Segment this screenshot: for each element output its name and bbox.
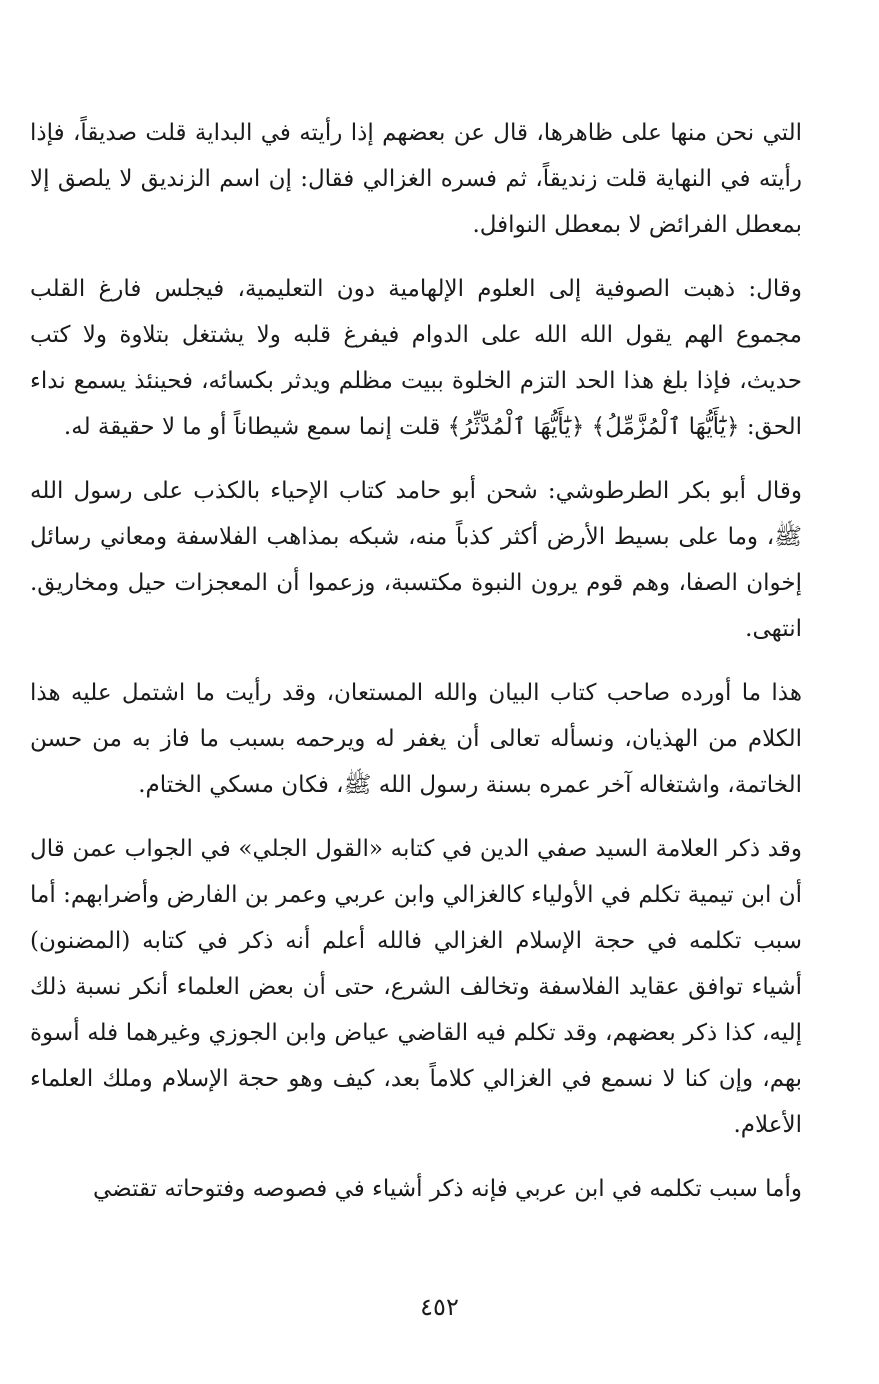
paragraph-4: هذا ما أورده صاحب كتاب البيان والله المستعان، وقد رأيت ما اشتمل عليه هذا الكلام من الهذيان، ونسأله تعالى أن يغفر له ويرحمه بسبب ما فاز به من حسن الخاتمة، واشتغاله آخر عمره بسنة رسول الله ﷺ، فكان مسكي الختام. (30, 680, 802, 798)
page-number: ٤٥٢ (420, 1293, 459, 1321)
paragraph-6: وأما سبب تكلمه في ابن عربي فإنه ذكر أشياء في فصوصه وفتوحاته تقتضي (92, 1176, 802, 1202)
paragraph-2: وقال: ذهبت الصوفية إلى العلوم الإلهامية دون التعليمية، فيجلس فارغ القلب مجموع الهم يقول الله الله على الدوام فيفرغ قلبه ولا يشتغل بتلاوة ولا كتب حديث، فإذا بلغ هذا الحد التزم الخلوة ببيت مظلم ويدثر بكسائه، فحينئذ يسمع نداء الحق: ﴿يَٰٓأَيُّهَا ٱلْمُزَّمِّلُ﴾ ﴿يَٰٓأَيُّهَا ٱلْمُدَّثِّرُ﴾ قلت إنما سمع شيطاناً أو ما لا حقيقة له. (30, 276, 802, 440)
paragraph-3: وقال أبو بكر الطرطوشي: شحن أبو حامد كتاب الإحياء بالكذب على رسول الله ﷺ، وما على بسيط الأرض أكثر كذباً منه، شبكه بمذاهب الفلاسفة ومعاني رسائل إخوان الصفا، وهم قوم يرون النبوة مكتسبة، وزعموا أن المعجزات حيل ومخاريق. انتهى. (30, 478, 802, 642)
paragraph-5: وقد ذكر العلامة السيد صفي الدين في كتابه «القول الجلي» في الجواب عمن قال أن ابن تيمية تكلم في الأولياء كالغزالي وابن عربي وعمر بن الفارض وأضرابهم: أما سبب تكلمه في حجة الإسلام الغزالي فالله أعلم أنه ذكر في كتابه (المضنون) أشياء توافق عقايد الفلاسفة وتخالف الشرع، حتى أن بعض العلماء أنكر نسبة ذلك إليه، كذا ذكر بعضهم، وقد تكلم فيه القاضي عياض وابن الجوزي وغيرهما فله أسوة بهم، وإن كنا لا نسمع في الغزالي كلاماً بعد، كيف وهو حجة الإسلام وملك العلماء الأعلام. (30, 836, 802, 1138)
body-text (30, 110, 802, 1230)
paragraph-1: التي نحن منها على ظاهرها، قال عن بعضهم إذا رأيته في البداية قلت صديقاً، فإذا رأيته في النهاية قلت زنديقاً، ثم فسره الغزالي فقال: إن اسم الزنديق لا يلصق إلا بمعطل الفرائض لا بمعطل النوافل. (30, 120, 802, 238)
